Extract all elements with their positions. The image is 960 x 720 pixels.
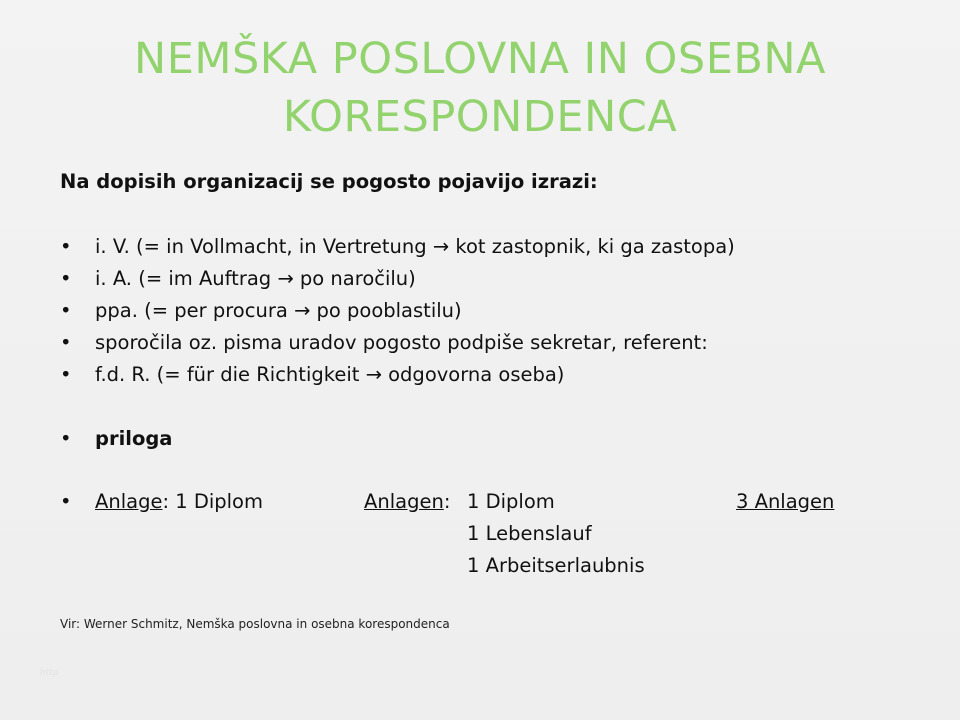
bullet-text: i. A. (= im Auftrag → po naročilu) [95, 267, 416, 290]
bullet-dot: • [60, 235, 72, 258]
anlage-singular [95, 490, 263, 513]
anlagen-item: 1 Lebenslauf [467, 522, 592, 545]
title-line-1: NEMŠKA POSLOVNA IN OSEBNA [134, 34, 826, 84]
bullet-text: sporočila oz. pisma uradov pogosto podpiše sekretar, referent: [95, 331, 708, 354]
bullet-dot: • [60, 267, 72, 290]
anlagen-count: 3 Anlagen [736, 490, 835, 513]
bullet-dot: • [60, 427, 72, 450]
bullet-text: f.d. R. (= für die Richtigkeit → odgovorna oseba) [95, 363, 565, 386]
priloga-text: priloga [95, 427, 173, 450]
bullet-text: i. V. (= in Vollmacht, in Vertretung → kot zastopnik, ki ga zastopa) [95, 235, 735, 258]
bullet-dot: • [60, 331, 72, 354]
slide-title [0, 30, 960, 146]
intro-text: Na dopisih organizacij se pogosto pojavijo izrazi: [60, 170, 598, 193]
watermark: http [40, 668, 59, 678]
anlagen-colon: : [443, 490, 451, 513]
title-line-2: KORESPONDENCA [282, 92, 678, 142]
source-citation: Vir: Werner Schmitz, Nemška poslovna in osebna korespondenca [60, 617, 450, 631]
anlagen-label: Anlagen [364, 490, 444, 513]
anlage-value: : 1 Diplom [162, 490, 263, 513]
bullet-text: ppa. (= per procura → po pooblastilu) [95, 299, 462, 322]
anlagen-item: 1 Arbeitserlaubnis [467, 554, 645, 577]
anlagen-label-group [364, 490, 450, 513]
bullet-dot: • [60, 363, 72, 386]
bullet-dot: • [60, 299, 72, 322]
anlage-label: Anlage [95, 490, 163, 513]
bullet-dot: • [60, 490, 72, 513]
anlagen-item: 1 Diplom [467, 490, 555, 513]
